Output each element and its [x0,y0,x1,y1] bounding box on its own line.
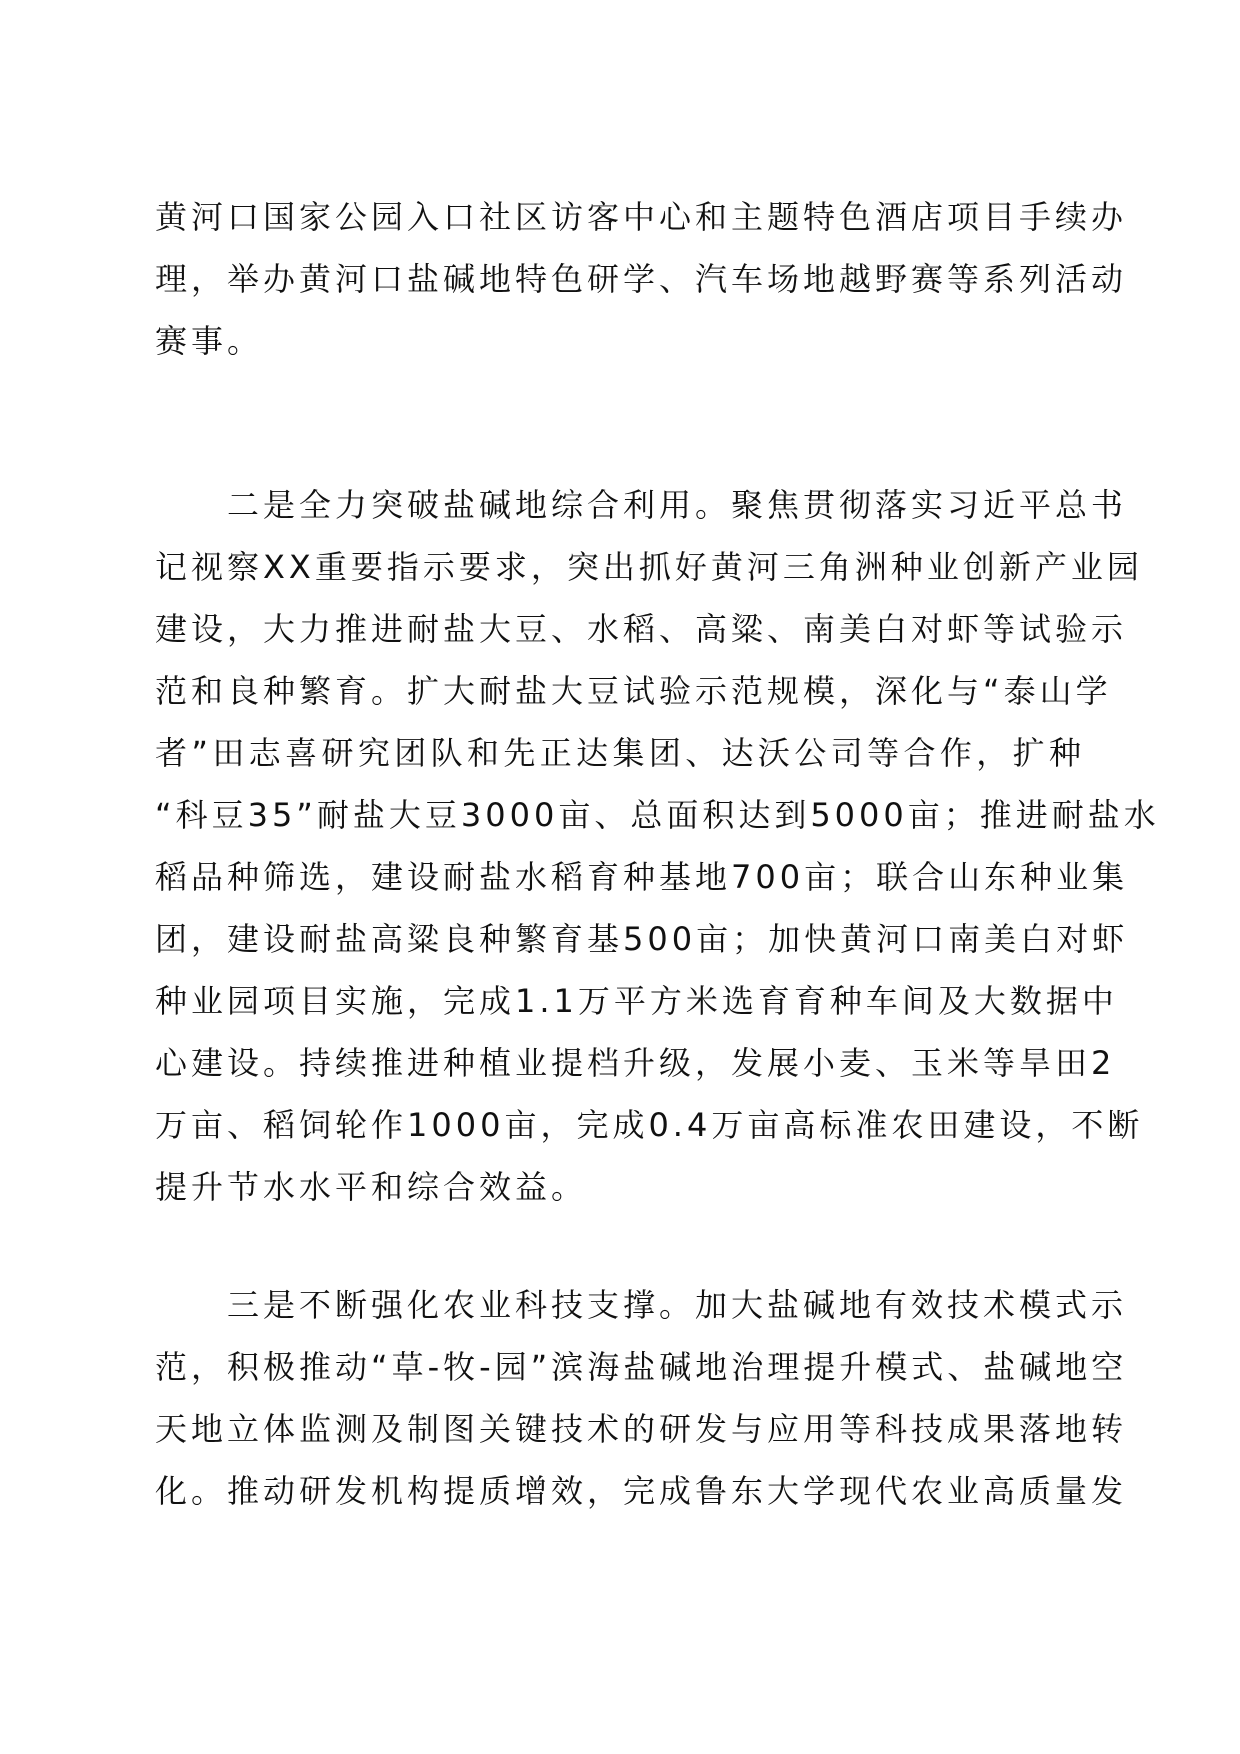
text-line: 建设，大力推进耐盐大豆、水稻、高粱、南美白对虾等试验示 [155,610,1128,648]
text-line: 范，积极推动“草-牧-园”滨海盐碱地治理提升模式、盐碱地空 [155,1348,1128,1386]
text-line: 团，建设耐盐高粱良种繁育基500亩；加快黄河口南美白对虾 [155,920,1129,958]
text-line: 范和良种繁育。扩大耐盐大豆试验示范规模，深化与“泰山学 [155,672,1112,710]
text-line: “科豆35”耐盐大豆3000亩、总面积达到5000亩；推进耐盐水 [155,796,1160,834]
text-line: 记视察XX重要指示要求，突出抓好黄河三角洲种业创新产业园 [155,548,1143,586]
text-line: 万亩、稻饲轮作1000亩，完成0.4万亩高标准农田建设，不断 [155,1106,1144,1144]
text-line: 黄河口国家公园入口社区访客中心和主题特色酒店项目手续办 [155,198,1128,236]
paragraph-continuation [155,186,1128,372]
text-line: 二是全力突破盐碱地综合利用。聚焦贯彻落实习近平总书 [227,486,1128,524]
text-line: 者”田志喜研究团队和先正达集团、达沃公司等合作，扩种 [155,734,1085,772]
text-line: 化。推动研发机构提质增效，完成鲁东大学现代农业高质量发 [155,1472,1128,1510]
paragraph-agri-tech-support [155,1274,1128,1522]
paragraph-saline-land-utilization [155,474,1160,1218]
text-line: 稻品种筛选，建设耐盐水稻育种基地700亩；联合山东种业集 [155,858,1129,896]
text-line: 三是不断强化农业科技支撑。加大盐碱地有效技术模式示 [227,1286,1128,1324]
text-line: 种业园项目实施，完成1.1万平方米选育育种车间及大数据中 [155,982,1118,1020]
text-line: 心建设。持续推进种植业提档升级，发展小麦、玉米等旱田2 [155,1044,1116,1082]
text-line: 理，举办黄河口盐碱地特色研学、汽车场地越野赛等系列活动 [155,260,1128,298]
text-line: 提升节水水平和综合效益。 [155,1168,588,1206]
text-line: 天地立体监测及制图关键技术的研发与应用等科技成果落地转 [155,1410,1128,1448]
text-line: 赛事。 [155,322,264,360]
